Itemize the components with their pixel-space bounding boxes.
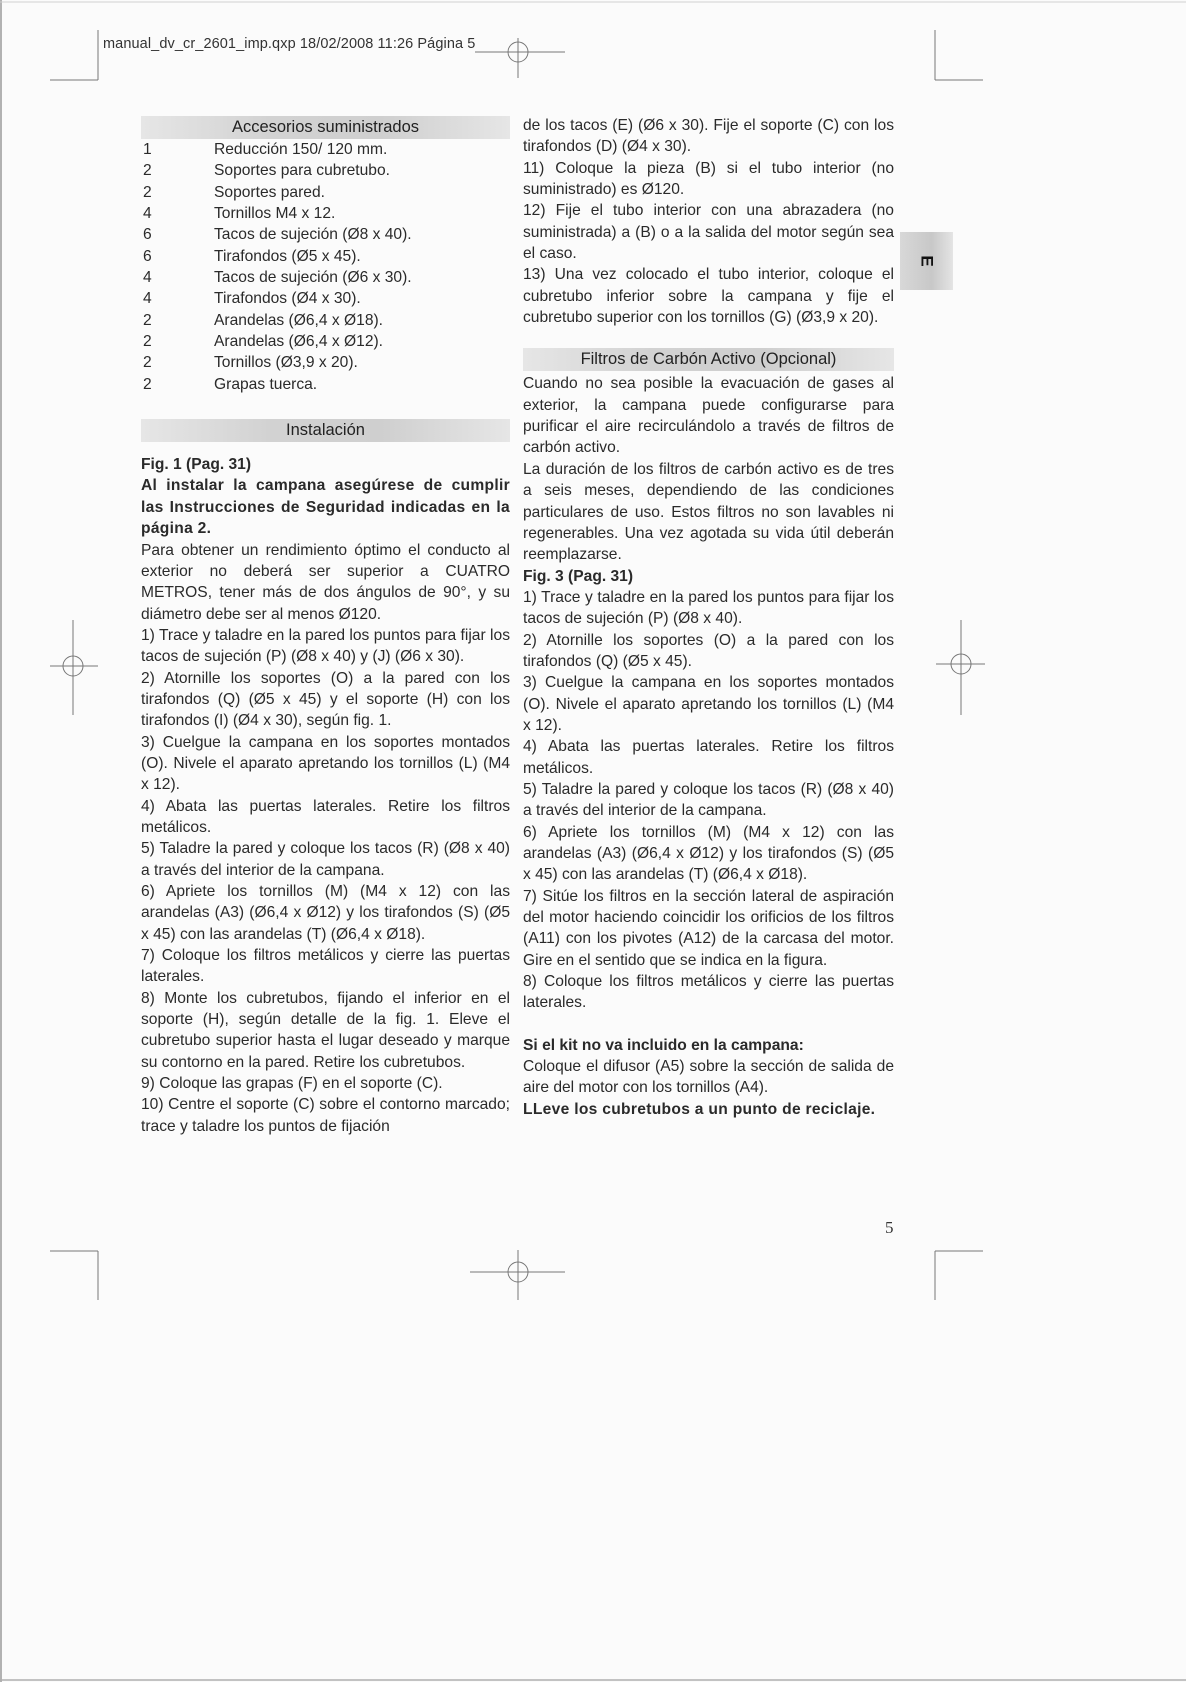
carbon-step: 7) Sitúe los filtros en la sección lateral de aspiración del motor haciendo coincidir los orificios de los filtros (A11) con los pivotes (A12) de la carcasa del motor. Gire en el sentido que se indica en la figura. (523, 887, 894, 969)
installation-step: 2) Atornille los soportes (O) a la pared con los tirafondos (Q) (Ø5 x 45) y el soporte (H) con los tirafondos (I) (Ø4 x 30), según fig. 1. (141, 669, 510, 730)
carbon-step: 4) Abata las puertas laterales. Retire los filtros metálicos. (523, 738, 894, 777)
carbon-step: 1) Trace y taladre en la pared los puntos para fijar los tacos de sujeción (P) (Ø8 x 40). (523, 588, 894, 628)
installation-step: 8) Monte los cubretubos, fijando el inferior en el soporte (H), según detalle de la fig. 1. Eleve el cubretubo superior hasta el lugar deseado y marque su contorno en la pared. Retire los cubretubos. (141, 989, 510, 1071)
accessories-heading: Accesorios suministrados (141, 116, 510, 139)
installation-intro: Para obtener un rendimiento óptimo el conducto al exterior no deberá ser superior a CUATRO METROS, tener más de dos ángulos de 90°, y su diámetro debe ser al menos Ø120. (141, 541, 510, 623)
list-item: 4 Tornillos M4 x 12. (143, 205, 336, 223)
language-tab (900, 232, 953, 290)
installation-step: 5) Taladre la pared y coloque los tacos (R) (Ø8 x 40) a través del interior de la campana. (141, 840, 510, 879)
list-item: 4 Tacos de sujeción (Ø6 x 30). (143, 269, 412, 287)
installation-step: 10) Centre el soporte (C) sobre el contorno marcado; trace y taladre los puntos de fijación (141, 1096, 510, 1135)
list-item: 6 Tirafondos (Ø5 x 45). (143, 247, 361, 265)
list-item: 6 Tacos de sujeción (Ø8 x 40). (143, 226, 412, 244)
installation-step: 11) Coloque la pieza (B) si el tubo interior (no suministrado) es Ø120. (523, 159, 894, 199)
list-item: 2 Grapas tuerca. (143, 375, 318, 393)
carbon-intro: Cuando no sea posible la evacuación de gases al exterior, la campana puede configurarse para purificar el aire recirculándolo a través de filtros de carbón activo. (523, 375, 894, 457)
installation-heading: Instalación (141, 419, 510, 442)
list-item: 2 Tornillos (Ø3,9 x 20). (143, 354, 358, 372)
list-item: 4 Tirafondos (Ø4 x 30). (143, 290, 361, 308)
kit-heading: Si el kit no va incluido en la campana: (523, 1036, 804, 1054)
installation-step: 3) Cuelgue la campana en los soportes montados (O). Nivele el aparato apretando los tornillos (L) (M4 x 12). (141, 733, 510, 794)
carbon-step: 3) Cuelgue la campana en los soportes montados (O). Nivele el aparato apretando los tornillos (L) (M4 x 12). (523, 674, 894, 734)
installation-step: 9) Coloque las grapas (F) en el soporte (C). (141, 1075, 443, 1093)
installation-fig-ref: Fig. 1 (Pag. 31) (141, 456, 252, 474)
left-column (141, 116, 510, 1137)
right-column (523, 115, 894, 1120)
carbon-fig-ref: Fig. 3 (Pag. 31) (523, 567, 634, 585)
carbon-step: 5) Taladre la pared y coloque los tacos (R) (Ø8 x 40) a través del interior de la campana. (523, 780, 894, 820)
installation-step: 4) Abata las puertas laterales. Retire los filtros metálicos. (141, 797, 510, 836)
list-item: 2 Arandelas (Ø6,4 x Ø18). (143, 311, 384, 329)
installation-step: 1) Trace y taladre en la pared los puntos para fijar los tacos de sujeción (P) (Ø8 x 40) y (J) (Ø6 x 30). (141, 626, 510, 666)
carbon-step: 6) Apriete los tornillos (M) (M4 x 12) con las arandelas (A3) (Ø6,4 x Ø12) y los tirafondos (S) (Ø5 x 45) con las arandelas (T) (Ø6,4 x Ø18). (523, 823, 894, 884)
page-number: 5 (885, 1218, 894, 1237)
recycle-note: LLeve los cubretubos a un punto de reciclaje. (523, 1100, 876, 1118)
list-item: 2 Arandelas (Ø6,4 x Ø12). (143, 333, 384, 351)
list-item: 2 Soportes pared. (143, 183, 325, 201)
installation-step: 12) Fije el tubo interior con una abrazadera (no suministrada) a (B) o a la salida del motor según sea el caso. (523, 202, 894, 263)
accessories-list (141, 139, 510, 395)
file-header: manual_dv_cr_2601_imp.qxp 18/02/2008 11:26 Página 5 (103, 36, 476, 52)
list-item: 1 Reducción 150/ 120 mm. (143, 141, 388, 158)
installation-continuation: de los tacos (E) (Ø6 x 30). Fije el soporte (C) con los tirafondos (D) (Ø4 x 30). (523, 117, 894, 156)
installation-step: 7) Coloque los filtros metálicos y cierre las puertas laterales. (141, 947, 510, 986)
kit-text: Coloque el difusor (A5) sobre la sección de salida de aire del motor con los tornillos (A4). (523, 1058, 894, 1097)
carbon-step: 8) Coloque los filtros metálicos y cierre las puertas laterales. (523, 973, 894, 1012)
carbon-step: 2) Atornille los soportes (O) a la pared con los tirafondos (Q) (Ø5 x 45). (523, 631, 894, 670)
list-item: 2 Soportes para cubretubo. (143, 162, 390, 180)
safety-warning: Al instalar la campana asegúrese de cumplir las Instrucciones de Seguridad indicadas en la página 2. (141, 477, 510, 538)
installation-step: 6) Apriete los tornillos (M) (M4 x 12) con las arandelas (A3) (Ø6,4 x Ø12) y los tirafondos (S) (Ø5 x 45) con las arandelas (T) (Ø6,4 x Ø18). (141, 883, 510, 943)
carbon-filters-heading: Filtros de Carbón Activo (Opcional) (523, 348, 894, 371)
language-tab-label: E (917, 255, 937, 267)
installation-step: 13) Una vez colocado el tubo interior, coloque el cubretubo inferior sobre la campana y fije el cubretubo superior con los tornillos (G) (Ø3,9 x 20). (523, 266, 894, 327)
carbon-duration: La duración de los filtros de carbón activo es de tres a seis meses, dependiendo de las condiciones particulares de uso. Estos filtros no son lavables ni regenerables. Una vez agotada su vida útil deberán reemplazarse. (523, 460, 894, 564)
